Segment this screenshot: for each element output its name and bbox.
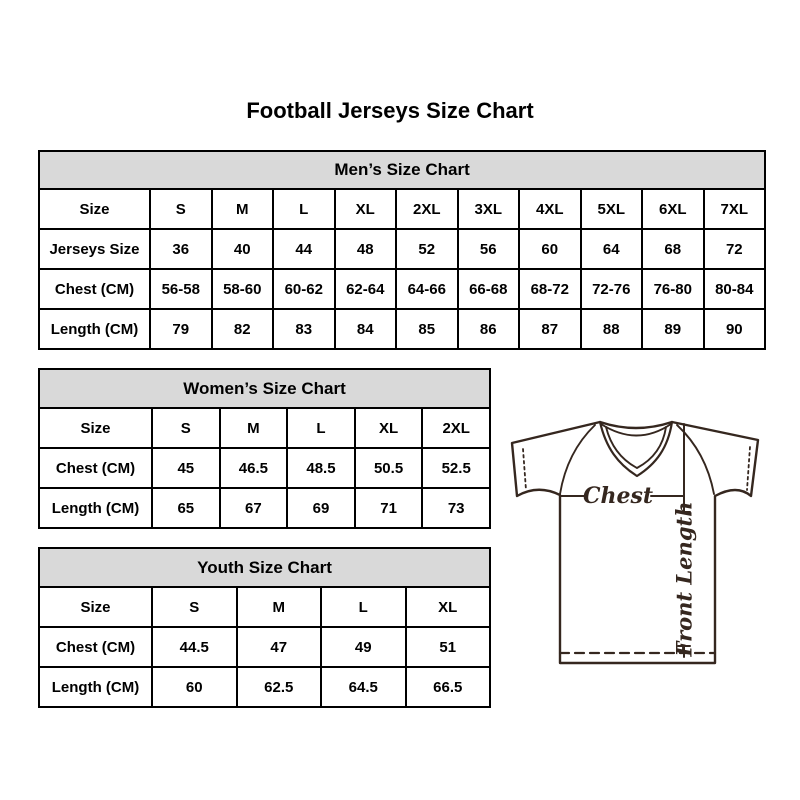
table-cell: S	[152, 408, 220, 448]
table-cell: XL	[355, 408, 423, 448]
jersey-measurement-diagram	[500, 400, 790, 690]
page-title: Football Jerseys Size Chart	[246, 98, 534, 123]
womens-size-table	[38, 368, 491, 529]
youth-table-title: Youth Size Chart	[39, 548, 490, 587]
table-cell: S	[152, 587, 237, 627]
table-cell: 68-72	[519, 269, 581, 309]
row-label: Length (CM)	[39, 488, 152, 528]
row-label: Size	[39, 189, 150, 229]
table-cell: L	[321, 587, 406, 627]
table-cell: 66-68	[458, 269, 520, 309]
table-cell: M	[212, 189, 274, 229]
row-label: Chest (CM)	[39, 448, 152, 488]
table-cell: 4XL	[519, 189, 581, 229]
table-row	[39, 627, 490, 667]
table-cell: 50.5	[355, 448, 423, 488]
table-cell: 73	[422, 488, 490, 528]
table-cell: 66.5	[406, 667, 491, 707]
table-cell: 56	[458, 229, 520, 269]
table-cell: 69	[287, 488, 355, 528]
table-row	[39, 408, 490, 448]
table-cell: 6XL	[642, 189, 704, 229]
jersey-diagram-svg	[500, 400, 790, 690]
table-row	[39, 269, 765, 309]
table-cell: 72	[704, 229, 766, 269]
table-cell: 7XL	[704, 189, 766, 229]
table-cell: 51	[406, 627, 491, 667]
table-cell: 79	[150, 309, 212, 349]
table-cell: 48.5	[287, 448, 355, 488]
table-cell: 84	[335, 309, 397, 349]
table-cell: 44.5	[152, 627, 237, 667]
table-cell: 49	[321, 627, 406, 667]
row-label: Length (CM)	[39, 667, 152, 707]
row-label: Chest (CM)	[39, 627, 152, 667]
table-cell: XL	[335, 189, 397, 229]
table-cell: 64-66	[396, 269, 458, 309]
table-cell: 88	[581, 309, 643, 349]
table-cell: 72-76	[581, 269, 643, 309]
table-cell: 71	[355, 488, 423, 528]
table-cell: 60	[519, 229, 581, 269]
table-cell: 2XL	[396, 189, 458, 229]
table-cell: 87	[519, 309, 581, 349]
row-label: Size	[39, 587, 152, 627]
front-length-label: Front Length	[671, 501, 697, 657]
table-cell: 80-84	[704, 269, 766, 309]
table-cell: 2XL	[422, 408, 490, 448]
table-row	[39, 448, 490, 488]
table-cell: 3XL	[458, 189, 520, 229]
table-cell: 64.5	[321, 667, 406, 707]
table-cell: 85	[396, 309, 458, 349]
table-cell: 83	[273, 309, 335, 349]
table-cell: 62-64	[335, 269, 397, 309]
table-cell: 56-58	[150, 269, 212, 309]
chest-label: Chest	[582, 483, 654, 509]
womens-table-title: Women’s Size Chart	[39, 369, 490, 408]
table-cell: L	[287, 408, 355, 448]
table-cell: M	[237, 587, 322, 627]
table-cell: 52	[396, 229, 458, 269]
table-header-row	[39, 151, 765, 189]
table-cell: 67	[220, 488, 288, 528]
table-cell: 86	[458, 309, 520, 349]
table-cell: 44	[273, 229, 335, 269]
table-cell: 52.5	[422, 448, 490, 488]
table-cell: 58-60	[212, 269, 274, 309]
table-row	[39, 488, 490, 528]
table-cell: 76-80	[642, 269, 704, 309]
mens-table-title: Men’s Size Chart	[39, 151, 765, 189]
table-cell: 36	[150, 229, 212, 269]
table-cell: 5XL	[581, 189, 643, 229]
table-cell: 46.5	[220, 448, 288, 488]
table-cell: 60-62	[273, 269, 335, 309]
row-label: Jerseys Size	[39, 229, 150, 269]
table-row	[39, 587, 490, 627]
jersey-outline	[512, 422, 758, 663]
table-row	[39, 667, 490, 707]
table-cell: 40	[212, 229, 274, 269]
youth-size-table	[38, 547, 491, 708]
table-row	[39, 189, 765, 229]
table-cell: 89	[642, 309, 704, 349]
mens-size-table	[38, 150, 766, 350]
table-cell: XL	[406, 587, 491, 627]
table-cell: 65	[152, 488, 220, 528]
table-cell: M	[220, 408, 288, 448]
table-row	[39, 309, 765, 349]
table-cell: L	[273, 189, 335, 229]
table-cell: 62.5	[237, 667, 322, 707]
table-cell: 47	[237, 627, 322, 667]
row-label: Length (CM)	[39, 309, 150, 349]
table-header-row	[39, 548, 490, 587]
table-cell: 48	[335, 229, 397, 269]
row-label: Chest (CM)	[39, 269, 150, 309]
table-cell: 90	[704, 309, 766, 349]
table-cell: 68	[642, 229, 704, 269]
table-row	[39, 229, 765, 269]
table-cell: S	[150, 189, 212, 229]
table-cell: 45	[152, 448, 220, 488]
table-header-row	[39, 369, 490, 408]
table-cell: 60	[152, 667, 237, 707]
table-cell: 82	[212, 309, 274, 349]
row-label: Size	[39, 408, 152, 448]
table-cell: 64	[581, 229, 643, 269]
